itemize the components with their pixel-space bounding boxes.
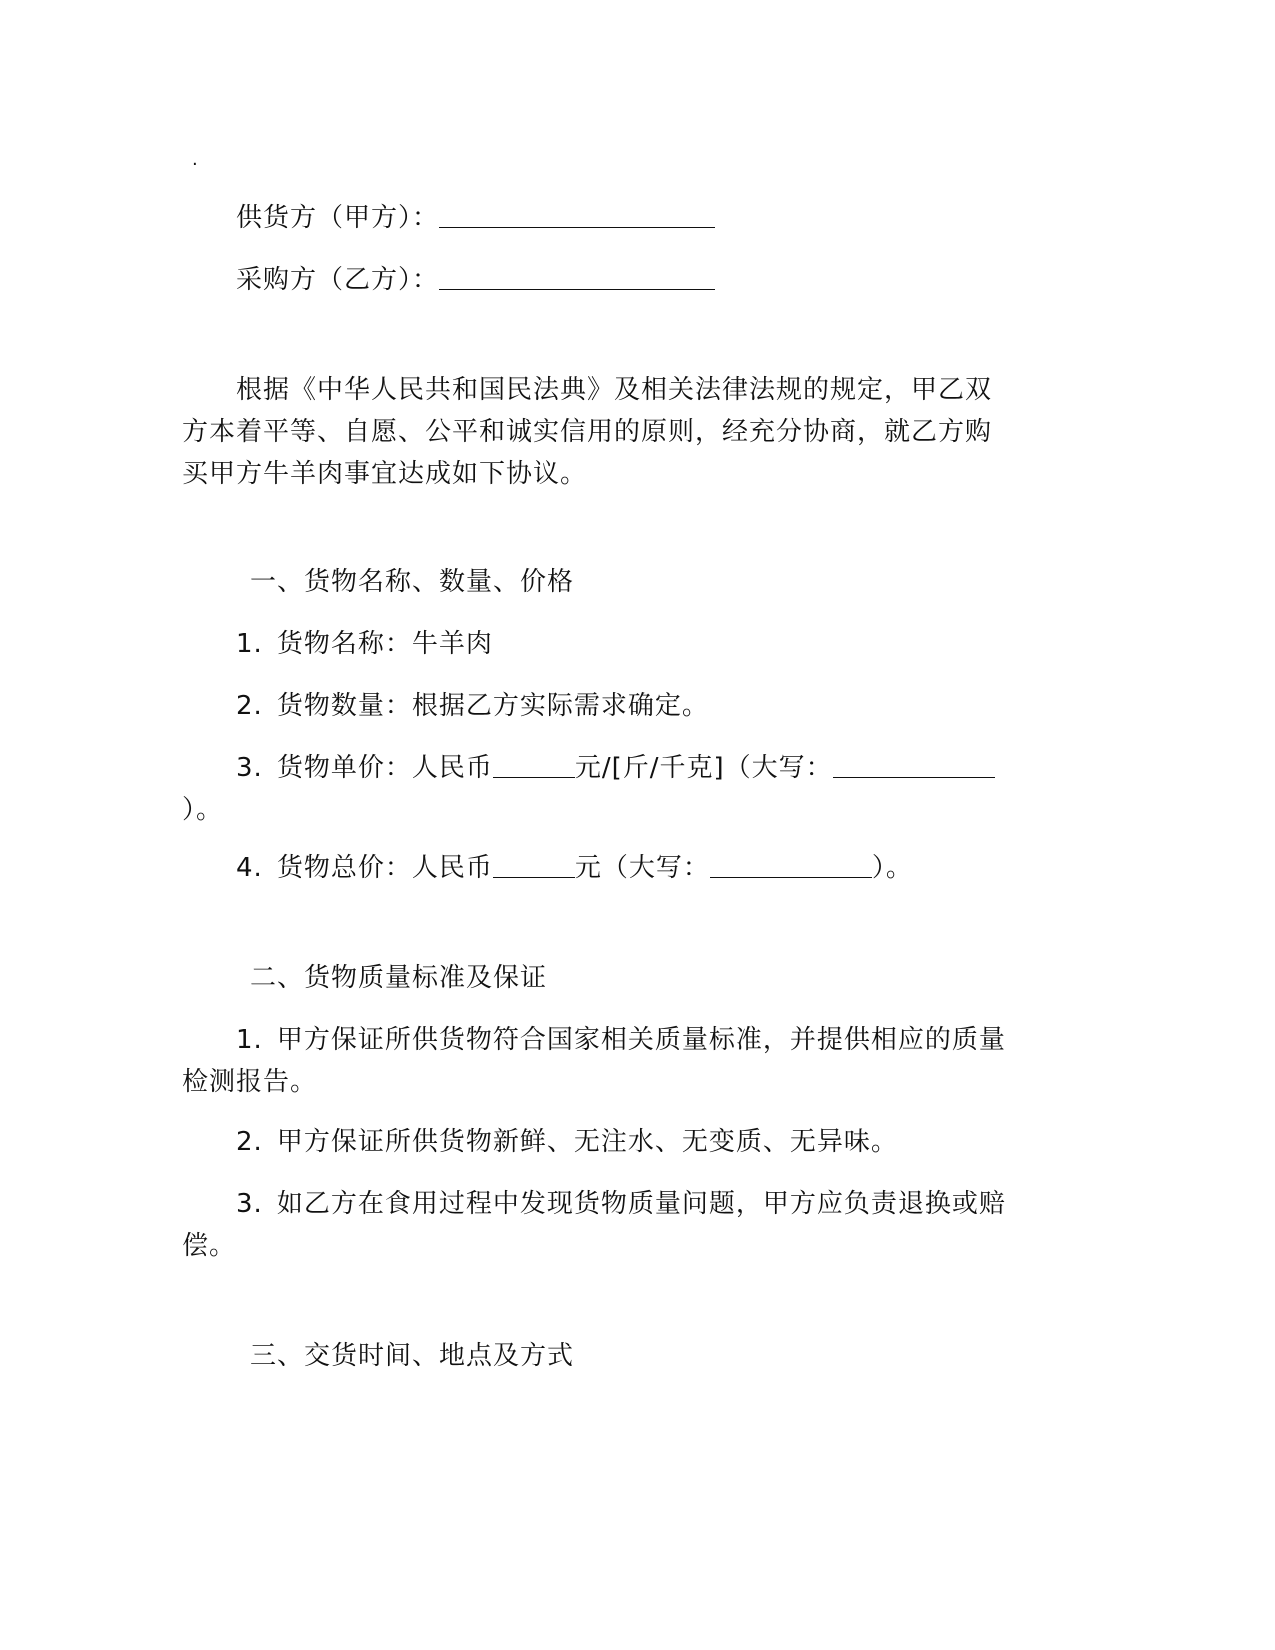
supplier-blank	[439, 203, 715, 228]
s1-item3-num: 3.	[236, 753, 263, 783]
s2-item1	[236, 1024, 1006, 1056]
s2-item1-num: 1.	[236, 1025, 263, 1055]
s1-item2	[236, 690, 709, 722]
s1-item3-caps-blank	[833, 753, 995, 778]
s2-item3	[236, 1188, 1006, 1220]
s1-item3-price-blank	[493, 753, 575, 778]
s2-item2-text: 甲方保证所供货物新鲜、无注水、无变质、无异味。	[276, 1127, 898, 1157]
buyer-label: 采购方（乙方）：	[236, 265, 440, 295]
s1-item1-text: 货物名称：牛羊肉	[276, 629, 493, 659]
s1-item4-price-blank	[493, 853, 575, 878]
s1-item3-text-b: 元/[斤/千克]（大写：	[574, 753, 833, 783]
buyer-line	[236, 264, 715, 296]
s1-item2-text: 货物数量：根据乙方实际需求确定。	[276, 691, 709, 721]
s2-item2-num: 2.	[236, 1127, 263, 1157]
s1-item4-num: 4.	[236, 853, 263, 883]
section3-heading: 三、交货时间、地点及方式	[250, 1341, 575, 1371]
intro-line-2: 方本着平等、自愿、公平和诚实信用的原则，经充分协商，就乙方购	[182, 417, 993, 447]
s2-item3-line2: 偿。	[182, 1231, 237, 1261]
intro-line-1: 根据《中华人民共和国民法典》及相关法律法规的规定，甲乙双	[236, 375, 993, 405]
s2-item2	[236, 1126, 898, 1158]
s2-item1-line2: 检测报告。	[182, 1067, 318, 1097]
supplier-label: 供货方（甲方）：	[236, 203, 440, 233]
s1-item4-text-c: ）。	[871, 853, 913, 883]
s1-item3-cont: ）。	[182, 795, 224, 825]
s1-item4	[236, 852, 913, 884]
s2-item3-line1: 如乙方在食用过程中发现货物质量问题，甲方应负责退换或赔	[276, 1189, 1006, 1219]
s2-item1-line1: 甲方保证所供货物符合国家相关质量标准，并提供相应的质量	[276, 1025, 1006, 1055]
s2-item3-num: 3.	[236, 1189, 263, 1219]
supplier-line	[236, 202, 715, 234]
page-dot: .	[192, 149, 198, 170]
s1-item2-num: 2.	[236, 691, 263, 721]
s1-item3	[236, 752, 995, 784]
s1-item4-text-a: 货物总价：人民币	[276, 853, 493, 883]
section2-heading: 二、货物质量标准及保证	[250, 963, 548, 993]
intro-line-3: 买甲方牛羊肉事宜达成如下协议。	[182, 459, 588, 489]
buyer-blank	[439, 265, 715, 290]
s1-item4-caps-blank	[710, 853, 872, 878]
section1-heading: 一、货物名称、数量、价格	[250, 567, 575, 597]
s1-item1-num: 1.	[236, 629, 263, 659]
s1-item4-text-b: 元（大写：	[574, 853, 710, 883]
s1-item1	[236, 628, 493, 660]
s1-item3-text-a: 货物单价：人民币	[276, 753, 493, 783]
